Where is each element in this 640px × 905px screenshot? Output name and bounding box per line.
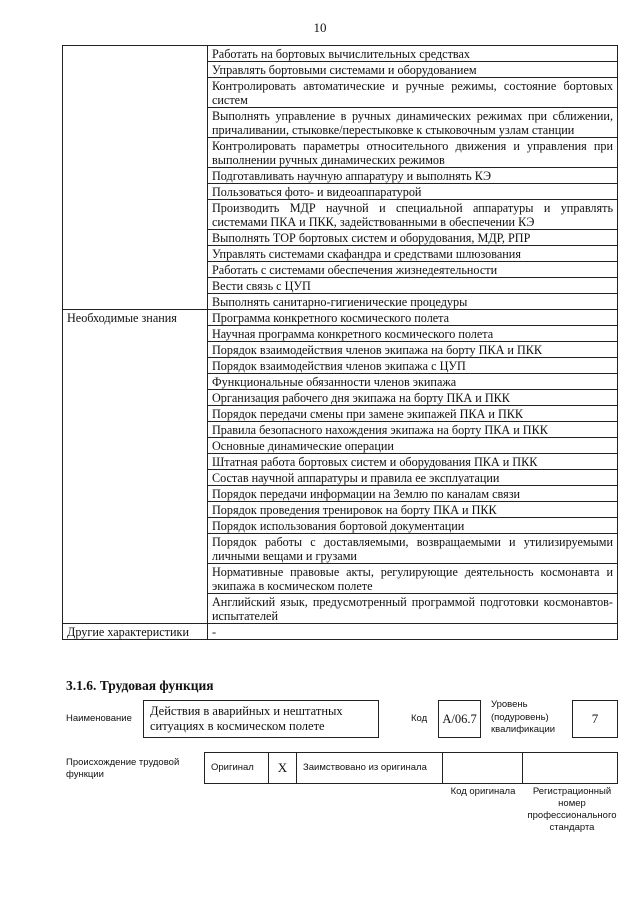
row-label-cell — [63, 374, 208, 390]
row-text-cell: Программа конкретного космического полета — [208, 310, 618, 326]
table-row — [63, 454, 618, 470]
row-label-cell — [63, 406, 208, 422]
table-row — [63, 230, 618, 246]
row-label-cell — [63, 470, 208, 486]
row-label-cell — [63, 200, 208, 230]
row-text-cell: Английский язык, предусмотренный программой подготовки космонавтов-испытателей — [208, 594, 618, 624]
row-text-cell: Контролировать автоматические и ручные режимы, состояние бортовых систем — [208, 78, 618, 108]
level-label-line-1: Уровень — [491, 699, 528, 710]
table-row — [63, 168, 618, 184]
table-row — [63, 310, 618, 326]
row-label-cell — [63, 246, 208, 262]
row-text-cell: Научная программа конкретного космического полета — [208, 326, 618, 342]
row-label-cell — [63, 262, 208, 278]
row-text-cell: Пользоваться фото- и видеоаппаратурой — [208, 184, 618, 200]
row-text-cell: Порядок работы с доставляемыми, возвращаемыми и утилизируемыми личными вещами и грузами — [208, 534, 618, 564]
row-text-cell: Порядок передачи смены при замене экипажей ПКА и ПКК — [208, 406, 618, 422]
table-row — [63, 138, 618, 168]
row-text-cell: Правила безопасного нахождения экипажа на борту ПКА и ПКК — [208, 422, 618, 438]
row-label-cell — [63, 294, 208, 310]
table-row — [63, 406, 618, 422]
row-label-cell — [63, 108, 208, 138]
row-text-cell: Управлять бортовыми системами и оборудованием — [208, 62, 618, 78]
row-text-cell: Порядок использования бортовой документации — [208, 518, 618, 534]
original-mark: X — [269, 753, 297, 783]
table-row — [63, 564, 618, 594]
row-label-cell: Другие характеристики — [63, 624, 208, 640]
page-number: 10 — [313, 20, 327, 35]
level-label-line-2: (подуровень) — [491, 711, 549, 723]
table-row — [63, 486, 618, 502]
function-name-box: Действия в аварийных и нештатных ситуациях в космическом полете — [143, 700, 379, 738]
table-row — [63, 624, 618, 640]
row-label-cell — [63, 454, 208, 470]
row-label-cell — [63, 184, 208, 200]
row-label-cell: Необходимые знания — [63, 310, 208, 326]
table-row — [63, 262, 618, 278]
row-text-cell: Выполнять ТОР бортовых систем и оборудования, МДР, РПР — [208, 230, 618, 246]
row-text-cell: Функциональные обязанности членов экипажа — [208, 374, 618, 390]
row-text-cell: Порядок взаимодействия членов экипажа с ЦУП — [208, 358, 618, 374]
row-label-cell — [63, 78, 208, 108]
row-label-cell — [63, 518, 208, 534]
row-text-cell: Производить МДР научной и специальной аппаратуры и управлять системами ПКА и ПКК, задействованными в обеспечении КЭ — [208, 200, 618, 230]
table-row — [63, 342, 618, 358]
original-label: Оригинал — [205, 753, 269, 783]
qualification-level-box: 7 — [572, 700, 618, 738]
table-row — [63, 184, 618, 200]
row-text-cell: Работать с системами обеспечения жизнедеятельности — [208, 262, 618, 278]
row-label-cell — [63, 502, 208, 518]
table-row — [63, 294, 618, 310]
row-label-cell — [63, 342, 208, 358]
row-label-cell — [63, 138, 208, 168]
table-row — [63, 594, 618, 624]
table-row — [63, 422, 618, 438]
row-label-cell — [63, 278, 208, 294]
borrowed-label: Заимствовано из оригинала — [297, 753, 443, 783]
row-label-cell — [63, 564, 208, 594]
qualification-level-label — [491, 699, 555, 737]
row-text-cell: Нормативные правовые акты, регулирующие деятельность космонавта и экипажа в космическом полете — [208, 564, 618, 594]
origin-table — [204, 752, 618, 784]
table-row — [63, 390, 618, 406]
code-label: Код — [411, 713, 428, 724]
row-label-cell — [63, 230, 208, 246]
row-text-cell: Штатная работа бортовых систем и оборудования ПКА и ПКК — [208, 454, 618, 470]
table-row — [63, 108, 618, 138]
level-label-line-3: квалификации — [491, 724, 556, 735]
registration-number-cell — [523, 753, 617, 783]
row-text-cell: Выполнять санитарно-гигиенические процедуры — [208, 294, 618, 310]
row-label-cell — [63, 486, 208, 502]
table-row — [63, 518, 618, 534]
row-label-cell — [63, 358, 208, 374]
row-text-cell: Подготавливать научную аппаратуру и выполнять КЭ — [208, 168, 618, 184]
table-row — [63, 358, 618, 374]
row-label-cell — [63, 326, 208, 342]
table-row — [63, 78, 618, 108]
row-text-cell: Порядок передачи информации на Землю по каналам связи — [208, 486, 618, 502]
row-text-cell: Порядок проведения тренировок на борту ПКА и ПКК — [208, 502, 618, 518]
original-code-caption: Код оригинала — [450, 786, 516, 797]
original-code-cell — [443, 753, 523, 783]
row-label-cell — [63, 62, 208, 78]
row-label-cell — [63, 422, 208, 438]
table-row — [63, 326, 618, 342]
row-text-cell: Основные динамические операции — [208, 438, 618, 454]
row-label-cell — [63, 594, 208, 624]
row-label-cell — [63, 438, 208, 454]
row-text-cell: Работать на бортовых вычислительных средствах — [208, 46, 618, 62]
row-text-cell: Контролировать параметры относительного движения и управления при выполнении ручных динамических режимов — [208, 138, 618, 168]
table-row — [63, 438, 618, 454]
row-text-cell: Управлять системами скафандра и средствами шлюзования — [208, 246, 618, 262]
row-label-cell — [63, 390, 208, 406]
name-label: Наименование — [66, 713, 132, 724]
table-row — [63, 534, 618, 564]
row-text-cell: Организация рабочего дня экипажа на борту ПКА и ПКК — [208, 390, 618, 406]
row-text-cell: Состав научной аппаратуры и правила ее эксплуатации — [208, 470, 618, 486]
row-label-cell — [63, 534, 208, 564]
row-text-cell: Порядок взаимодействия членов экипажа на борту ПКА и ПКК — [208, 342, 618, 358]
section-title: 3.1.6. Трудовая функция — [66, 678, 214, 693]
table-row — [63, 470, 618, 486]
row-label-cell — [63, 46, 208, 62]
registration-caption: Регистрационный номер профессионального стандарта — [527, 786, 617, 833]
origin-label: Происхождение трудовой функции — [66, 757, 180, 780]
table-row — [63, 62, 618, 78]
table-row — [63, 374, 618, 390]
table-row — [63, 200, 618, 230]
row-text-cell: Вести связь с ЦУП — [208, 278, 618, 294]
competency-table — [62, 45, 618, 640]
table-row — [63, 46, 618, 62]
function-code-box: А/06.7 — [438, 700, 481, 738]
row-label-cell — [63, 168, 208, 184]
table-row — [63, 278, 618, 294]
row-text-cell: Выполнять управление в ручных динамических режимах при сближении, причаливании, стыковке/перестыковке к стыковочным узлам станции — [208, 108, 618, 138]
row-text-cell: - — [208, 624, 618, 640]
table-row — [63, 246, 618, 262]
table-row — [63, 502, 618, 518]
